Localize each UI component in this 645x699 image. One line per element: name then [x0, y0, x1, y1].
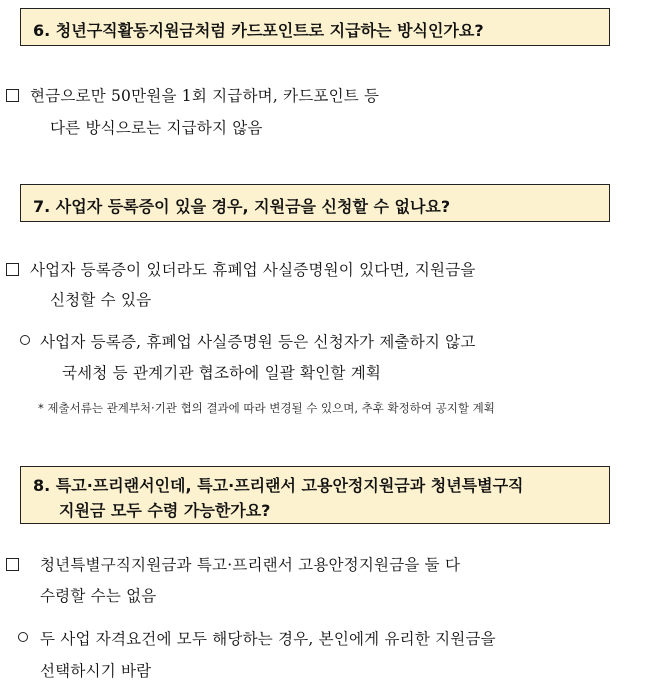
answer-6-line-1: 현금으로만 50만원을 1회 지급하며, 카드포인트 등 [30, 87, 380, 105]
question-8-title-line-2: 지원금 모두 수령 가능한가요? [59, 501, 271, 520]
square-bullet-icon [6, 263, 19, 276]
question-6-title: 6. 청년구직활동지원금처럼 카드포인트로 지급하는 방식인가요? [33, 21, 484, 40]
answer-7-line-2: 신청할 수 있음 [50, 291, 152, 309]
square-bullet-icon [6, 558, 19, 571]
footnote: * 제출서류는 관계부처·기관 협의 결과에 따라 변경될 수 있으며, 추후 확정하여 공지할 계획 [38, 401, 495, 415]
question-6-box [20, 8, 610, 46]
question-7-box [20, 184, 610, 222]
answer-8-line-1: 청년특별구직지원금과 특고·프리랜서 고용안정지원금을 둘 다 [40, 556, 461, 574]
sub-7-line-1: 사업자 등록증, 휴폐업 사실증명원 등은 신청자가 제출하지 않고 [40, 333, 476, 351]
square-bullet-icon [6, 89, 19, 102]
sub-8-line-2: 선택하시기 바람 [40, 662, 152, 680]
circle-bullet-icon [20, 335, 30, 345]
answer-8-line-2: 수령할 수는 없음 [40, 587, 157, 605]
question-8-box [20, 466, 610, 524]
sub-7-line-2: 국세청 등 관계기관 협조하에 일괄 확인할 계획 [62, 364, 382, 382]
question-8-title-line-1: 8. 특고·프리랜서인데, 특고·프리랜서 고용안정지원금과 청년특별구직 [33, 476, 524, 495]
answer-7-line-1: 사업자 등록증이 있더라도 휴폐업 사실증명원이 있다면, 지원금을 [30, 261, 476, 279]
question-7-title: 7. 사업자 등록증이 있을 경우, 지원금을 신청할 수 없나요? [33, 197, 451, 216]
sub-8-line-1: 두 사업 자격요건에 모두 해당하는 경우, 본인에게 유리한 지원금을 [40, 630, 496, 648]
circle-bullet-icon [18, 632, 28, 642]
answer-6-line-2: 다른 방식으로는 지급하지 않음 [50, 119, 263, 137]
